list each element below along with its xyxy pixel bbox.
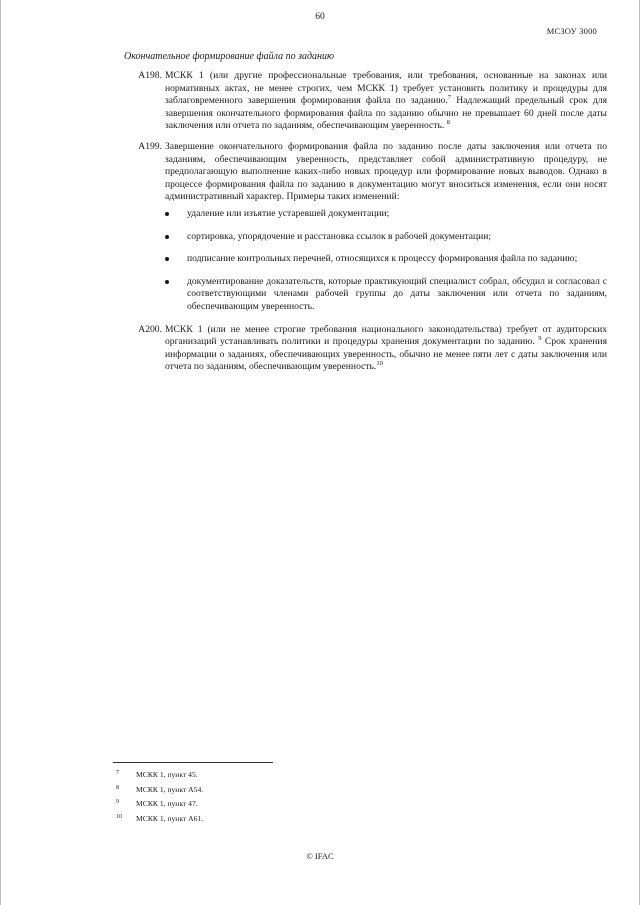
section-title: Окончательное формирование файла по заданию (124, 51, 335, 62)
footnotes (113, 768, 413, 826)
footnote-number: 9 (116, 799, 119, 805)
footnote (113, 797, 413, 812)
footnote-number: 7 (116, 770, 119, 776)
footnote (113, 812, 413, 827)
footnote-number: 10 (116, 813, 122, 820)
bullet-icon (165, 257, 169, 261)
paragraph-a200 (95, 324, 607, 374)
list-item (165, 231, 607, 244)
list-item-text: подписание контрольных перечней, относящихся к процессу формирования файла по заданию; (187, 253, 578, 265)
paragraph-text: Завершение окончательного формирования файла по заданию после даты заключения или отчета по заданиям, обеспечивающим уверенность, представляет собой административную процедуру, не предполагающую выполнение каких-либо новых процедур или формирование новых выводов. Однако в процессе формирования файла по заданию в документацию могут вноситься изменения, если они носят административный характер. Примеры таких изменений: (165, 140, 607, 203)
footnote-text: МСКК 1, пункт A54. (136, 784, 204, 794)
footnote-ref[interactable]: 7 (447, 94, 452, 102)
copyright-notice: © IFAC (306, 851, 334, 861)
list-item-text: удаление или изъятие устаревшей документации; (187, 207, 390, 219)
paragraph-text-part: МСКК 1 (или другие профессиональные требования, или требования, основанные на законах или нормативных актах, не менее строгих, чем МСКК 1) требует установить политику и процедуры для заблаговременного завершения формирования файла по заданию. (165, 70, 607, 107)
footnote-text: МСКК 1, пункт 45. (136, 770, 198, 779)
paragraph-text-part: Надлежащий предельный срок для завершения окончательного формирования файла по заданию обычно не превышает 60 дней после даты заключения или отчета по заданиям, обеспечивающим уверенность. (165, 95, 607, 132)
footnote-ref[interactable]: 10 (376, 360, 383, 368)
paragraph-text (165, 324, 607, 374)
footnote (113, 768, 413, 783)
paragraph-text-part: Срок хранения информации о заданиях, обеспечивающих уверенность, обычно не менее пяти лет с даты заключения или отчета по заданиям, обеспечивающим уверенность. (165, 336, 607, 373)
footnote-ref[interactable]: 8 (446, 119, 450, 127)
paragraph-number: A200. (138, 323, 162, 335)
paragraph-a198 (125, 70, 607, 133)
list-item-text: документирование доказательств, которые практикующий специалист собрал, обсудил и согласовал с соответствующими членами рабочей группы до даты заключения или отчета по заданиям, обеспечивающим уверенность. (187, 275, 607, 312)
footnote-ref[interactable]: 9 (538, 335, 542, 343)
list-item (165, 276, 607, 314)
page-number: 60 (315, 12, 325, 22)
paragraph-number: A198. (138, 70, 162, 81)
paragraph-number: A199. (138, 140, 162, 152)
list-item (165, 208, 607, 221)
bullet-icon (165, 235, 169, 239)
document-code: МСЗОУ 3000 (546, 26, 597, 36)
footnote-text: МСКК 1, пункт 47. (136, 799, 198, 808)
scan-edge-left (0, 0, 1, 905)
bullet-icon (165, 280, 169, 284)
list-item-text: сортировка, упорядочение и расстановка ссылок в рабочей документации; (187, 230, 492, 242)
paragraph-text-part: МСКК 1 (или не менее строгие требования национального законодательства) требует от аудиторских организаций устанавливать политики и процедуры хранения документации по заданию. (165, 323, 607, 348)
list-item (165, 253, 607, 266)
paragraph-text (165, 70, 607, 133)
paragraph-a199 (125, 141, 607, 204)
bullet-icon (165, 212, 169, 216)
footnote (113, 783, 413, 798)
main-content (125, 70, 607, 382)
footnote-text: МСКК 1, пункт A61. (136, 813, 204, 823)
examples-list (165, 208, 607, 314)
footnote-number: 8 (116, 784, 119, 791)
footnote-divider (113, 762, 273, 763)
